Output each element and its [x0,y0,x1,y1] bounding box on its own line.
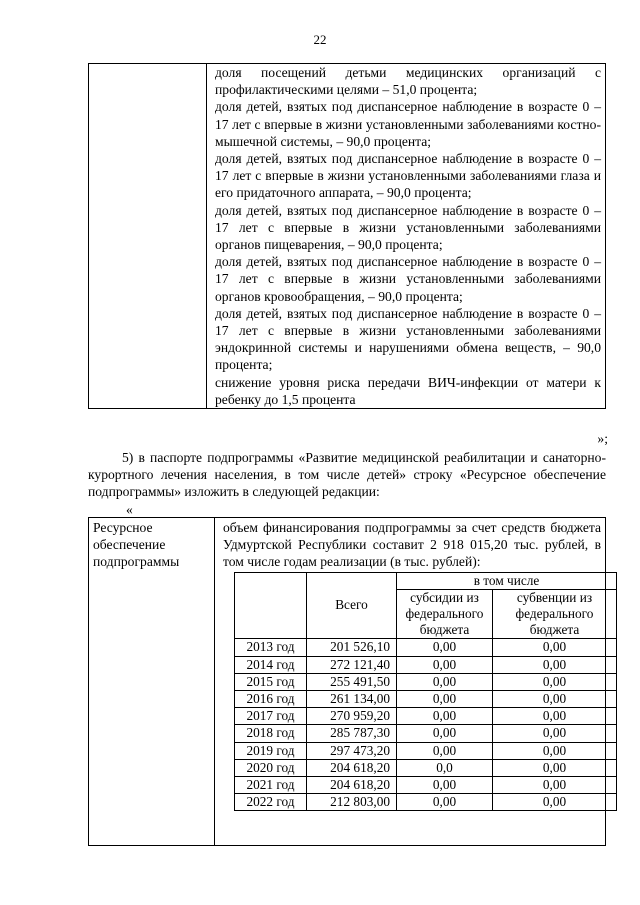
indicators-table [88,63,606,409]
indicator-item: доля детей, взятых под диспансерное наблюдение в возрасте 0 – 17 лет с впервые в жизни установленными заболеваниями органов кровообращения, – 90,0 процента; [215,254,601,304]
row-total: 285 787,30 [307,725,397,742]
row-year: 2018 год [235,725,307,742]
row-subsidies: 0,0 [397,759,493,776]
amendment-paragraph: 5) в паспорте подпрограммы «Развитие медицинской реабилитации и санаторно-курортного лечения населения, в том числе детей» строку «Ресурсное обеспечение подпрограммы» изложить в следующей редакции: [88,450,606,500]
page-number: 22 [313,32,327,47]
indicators-label-cell [89,64,207,409]
row-year: 2021 год [235,777,307,794]
indicator-item: доля детей, взятых под диспансерное наблюдение в возрасте 0 – 17 лет с впервые в жизни установленными заболеваниями костно-мышечной системы, – 90,0 процента; [215,99,601,149]
header-total: Всего [307,572,397,639]
funding-text: объем финансирования подпрограммы за счет средств бюджета Удмуртской Республики составит 2 918 015,20 тыс. рублей, в том числе годам реализации (в тыс. рублей): [223,520,601,570]
row-total: 270 959,20 [307,708,397,725]
indicator-item: доля детей, взятых под диспансерное наблюдение в возрасте 0 – 17 лет с впервые в жизни установленными заболеваниями глаза и его придаточного аппарата, – 90,0 процента; [215,151,601,201]
row-year: 2020 год [235,759,307,776]
row-total: 212 803,00 [307,794,397,811]
row-year: 2013 год [235,639,307,656]
row-subsidies: 0,00 [397,794,493,811]
row-year: 2014 год [235,656,307,673]
row-year: 2015 год [235,673,307,690]
row-subsidies: 0,00 [397,656,493,673]
row-total: 201 526,10 [307,639,397,656]
row-subventions: 0,00 [493,656,617,673]
table-row [235,691,617,708]
row-subsidies: 0,00 [397,777,493,794]
row-total: 297 473,20 [307,742,397,759]
resource-content [215,518,606,846]
table-row [235,639,617,656]
table-row [235,725,617,742]
indicator-item: доля посещений детьми медицинских организаций с профилактическими целями – 51,0 процента; [215,65,601,98]
row-subsidies: 0,00 [397,691,493,708]
table-row [235,708,617,725]
row-total: 261 134,00 [307,691,397,708]
table-row [235,673,617,690]
row-subventions: 0,00 [493,725,617,742]
row-subventions: 0,00 [493,794,617,811]
row-subsidies: 0,00 [397,639,493,656]
header-including: в том числе [397,572,617,589]
table-row [235,794,617,811]
funding-table [234,572,617,812]
row-total: 255 491,50 [307,673,397,690]
row-subventions: 0,00 [493,691,617,708]
indicator-item: доля детей, взятых под диспансерное наблюдение в возрасте 0 – 17 лет с впервые в жизни установленными заболеваниями эндокринной системы и нарушениями обмена веществ, – 90,0 процента; [215,305,601,373]
header-subsidies: субсидии из федерального бюджета [397,589,493,639]
table-row [235,742,617,759]
table-row [235,759,617,776]
row-subventions: 0,00 [493,639,617,656]
closing-quote: »; [597,431,608,446]
row-subsidies: 0,00 [397,673,493,690]
indicator-item: снижение уровня риска передачи ВИЧ-инфекции от матери к ребенку до 1,5 процента [215,374,601,407]
row-subsidies: 0,00 [397,708,493,725]
resource-label: Ресурсное обеспечение подпрограммы [89,518,215,846]
header-year-empty [235,572,307,639]
indicator-item: доля детей, взятых под диспансерное наблюдение в возрасте 0 – 17 лет с впервые в жизни установленными заболеваниями органов пищеварения, – 90,0 процента; [215,202,601,253]
row-year: 2019 год [235,742,307,759]
row-subventions: 0,00 [493,708,617,725]
row-subventions: 0,00 [493,673,617,690]
table-row [235,777,617,794]
table-row [235,656,617,673]
row-total: 204 618,20 [307,759,397,776]
row-subventions: 0,00 [493,742,617,759]
row-subsidies: 0,00 [397,725,493,742]
resource-table [88,517,606,846]
row-year: 2022 год [235,794,307,811]
row-subsidies: 0,00 [397,742,493,759]
row-year: 2016 год [235,691,307,708]
indicators-list [207,64,606,409]
opening-quote: « [126,502,133,517]
row-total: 204 618,20 [307,777,397,794]
row-subventions: 0,00 [493,777,617,794]
row-subventions: 0,00 [493,759,617,776]
row-total: 272 121,40 [307,656,397,673]
row-year: 2017 год [235,708,307,725]
header-subventions: субвенции из федерального бюджета [493,589,617,639]
